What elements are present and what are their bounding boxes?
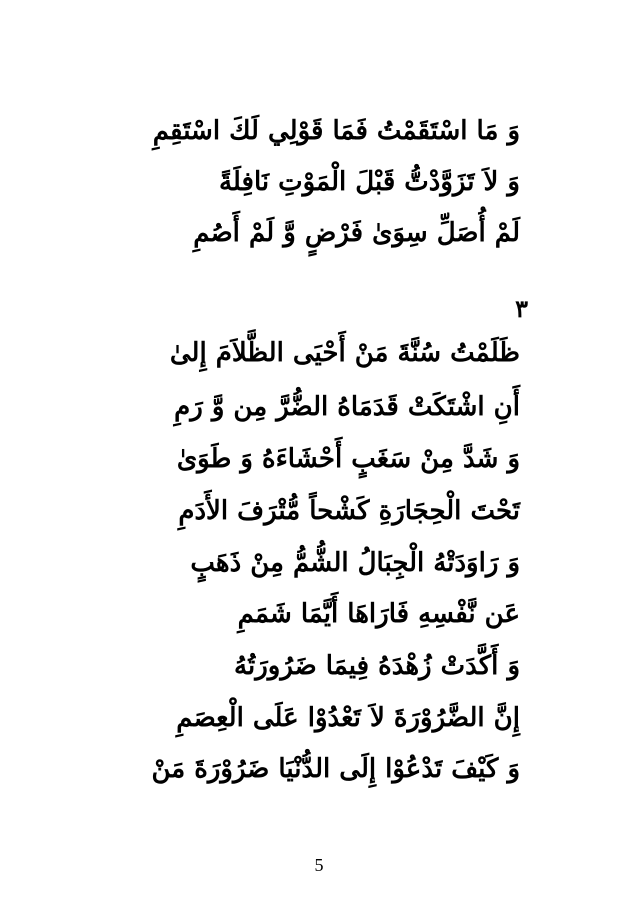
verse-line-7: تَحْتَ الْحِجَارَةِ كَشْحاً مُّتْرَفَ الأَدَمِ <box>178 496 520 526</box>
section-number: ٣ <box>515 294 528 323</box>
verse-line-9: عَن نَّفْسِهِ فَارَاهَا أَيَّمَا شَمَمِ <box>237 599 520 629</box>
verse-line-2: وَ لاَ تَزَوَّدْتُّ قَبْلَ الْمَوْتِ نَافِلَةً <box>218 167 520 197</box>
verse-line-10: وَ أَكَّدَتْ زُهْدَهُ فِيمَا ضَرُورَتُهُ <box>234 651 520 681</box>
verse-line-12: وَ كَيْفَ تَدْعُوْا إِلَى الدُّنْيَا ضَرُوْرَةَ مَنْ <box>151 754 520 784</box>
verse-line-4: ظَلَمْتُ سُنَّةَ مَنْ أَحْيَى الظَّلاَمَ إِلىٰ <box>169 338 520 368</box>
verse-line-5: أَنِ اشْتَكَتْ قَدَمَاهُ الضُّرَّ مِن وَّ رَمِ <box>174 392 520 422</box>
page-number: 5 <box>314 855 324 875</box>
verse-line-3: لَمْ أُصَلِّ سِوَىٰ فَرْضٍ وَّ لَمْ أَصُمِ <box>193 218 520 248</box>
verse-line-11: إِنَّ الضَّرُوْرَةَ لاَ تَعْدُوْا عَلَى الْعِصَمِ <box>176 703 520 733</box>
verse-line-6: وَ شَدَّ مِنْ سَغَبٍ أَحْشَاءَهُ وَ طَوَىٰ <box>176 444 520 474</box>
verse-line-8: وَ رَاوَدَتْهُ الْجِبَالُ الشُّمُّ مِنْ ذَهَبٍ <box>190 548 520 578</box>
verse-line-1: وَ مَا اسْتَقَمْتُ فَمَا قَوْلِي لَكَ اسْتَقِمِ <box>152 116 520 146</box>
